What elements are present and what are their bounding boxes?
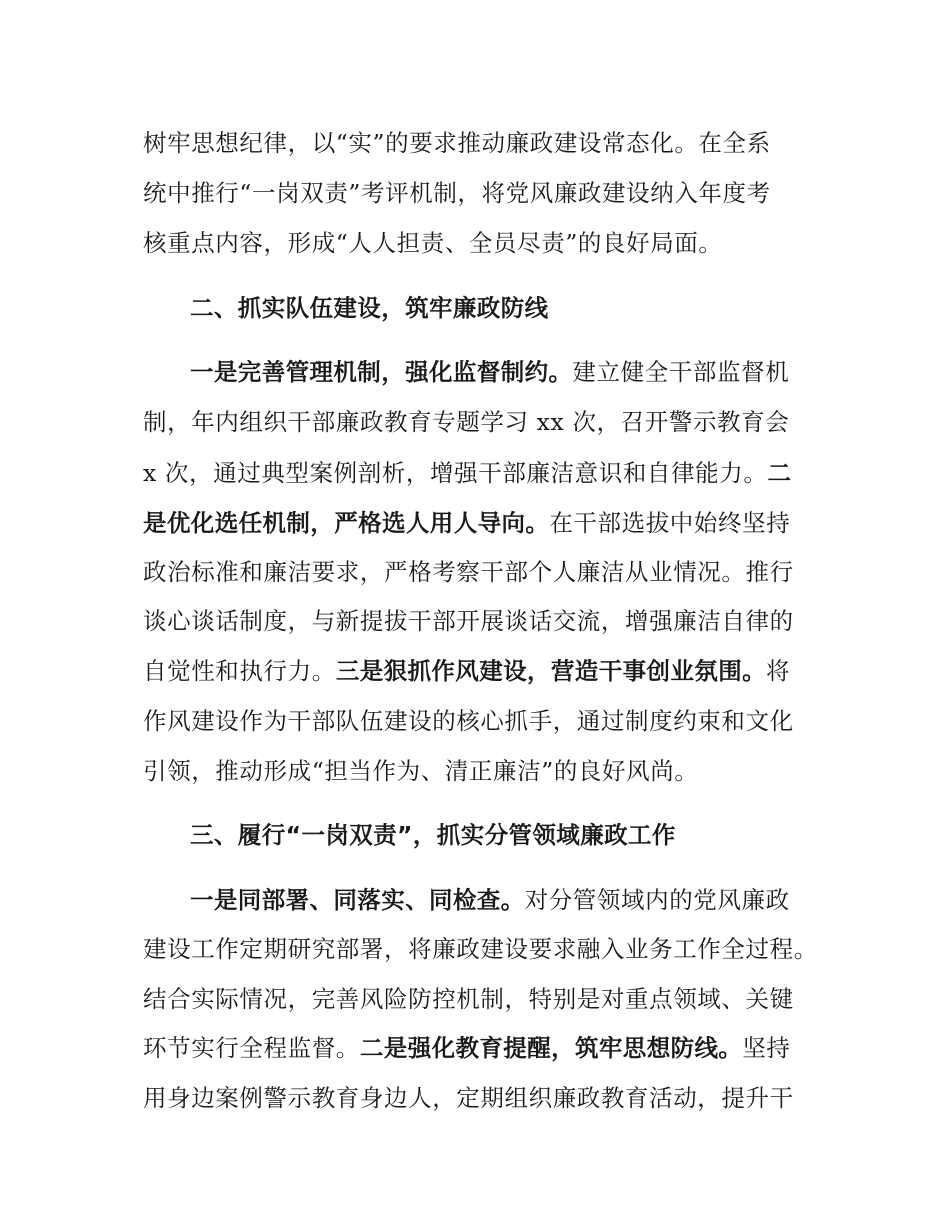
section-heading-2: 二、抓实队伍建设，筑牢廉政防线: [190, 294, 549, 322]
paragraph-2-line-1: [190, 357, 789, 387]
paragraph-2-line-6: 谈心谈话制度，与新提拔干部开展谈话交流，增强廉洁自律的: [143, 607, 794, 635]
paragraph-1-line-1: 树牢思想纪律，以“实”的要求推动廉政建设常态化。在全系: [143, 129, 771, 157]
paragraph-2-line-7: [143, 656, 790, 686]
paragraph-2-line-9: 引领，推动形成“担当作为、清正廉洁”的良好风尚。: [143, 757, 699, 785]
paragraph-3-line-1-text: 对分管领域内的党风廉政: [524, 886, 790, 914]
paragraph-3-line-3: 结合实际情况，完善风险防控机制，特别是对重点领域、关键: [143, 985, 794, 1013]
paragraph-3-line-4-text: 环节实行全程监督。: [143, 1034, 360, 1062]
paragraph-2-line-5: 政治标准和廉洁要求，严格考察干部个人廉洁从业情况。推行: [143, 558, 794, 586]
paragraph-3-line-2: 建设工作定期研究部署，将廉政建设要求融入业务工作全过程。: [143, 935, 818, 963]
paragraph-2-line-4: [143, 508, 790, 538]
paragraph-2-lead-1: 一是完善管理机制，强化监督制约。: [190, 358, 573, 386]
paragraph-3-line-4: [143, 1033, 791, 1063]
paragraph-2-line-4-text: 在干部选拔中始终坚持: [549, 509, 791, 537]
paragraph-2-lead-2: 是优化选任机制，严格选人用人导向。: [143, 509, 550, 537]
paragraph-1-line-2: 统中推行“一岗双责”考评机制，将党风廉政建设纳入年度考: [143, 179, 771, 207]
paragraph-2-lead-2-start: 二: [767, 459, 792, 487]
section-heading-3: 三、履行“一岗双责”，抓实分管领域廉政工作: [190, 821, 676, 849]
paragraph-1-line-3: 核重点内容，形成“人人担责、全员尽责”的良好局面。: [143, 229, 723, 257]
paragraph-2-line-2: 制，年内组织干部廉政教育专题学习 xx 次，召开警示教育会: [143, 408, 790, 436]
paragraph-2-line-1-text: 建立健全干部监督机: [572, 358, 790, 386]
paragraph-2-line-3-text: x 次，通过典型案例剖析，增强干部廉洁意识和自律能力。: [143, 459, 768, 487]
paragraph-3-lead-1: 一是同部署、同落实、同检查。: [190, 886, 525, 914]
paragraph-2-line-3: [143, 458, 791, 488]
paragraph-3-line-1: [190, 885, 790, 915]
paragraph-3-line-4-tail: 坚持: [742, 1034, 791, 1062]
paragraph-3-lead-2: 二是强化教育提醒，筑牢思想防线。: [359, 1034, 743, 1062]
paragraph-2-line-7-text: 自觉性和执行力。: [143, 657, 336, 685]
paragraph-3-line-5: 用身边案例警示教育身边人，定期组织廉政教育活动，提升干: [143, 1084, 794, 1112]
paragraph-2-line-8: 作风建设作为干部队伍建设的核心抓手，通过制度约束和文化: [143, 707, 794, 735]
paragraph-2-line-7-tail: 将: [766, 657, 791, 685]
paragraph-2-lead-3: 三是狠抓作风建设，营造干事创业氛围。: [335, 657, 767, 685]
